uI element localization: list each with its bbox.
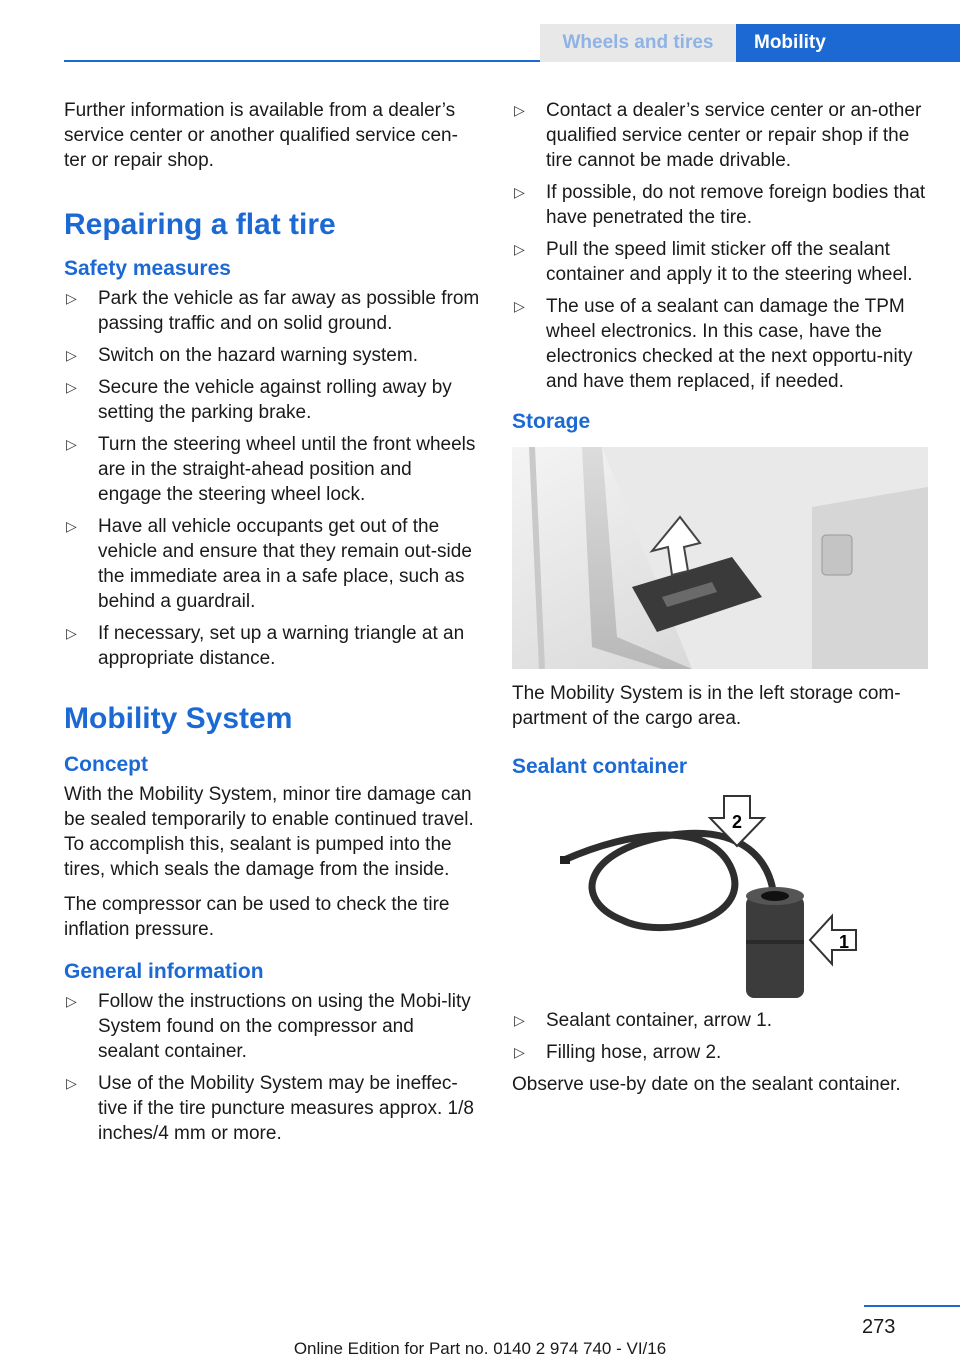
heading-repairing-flat-tire: Repairing a flat tire [64, 208, 336, 241]
general-list [64, 989, 480, 1146]
arrow-1-label: 1 [838, 932, 850, 952]
triangle-bullet-icon: ▷ [514, 1044, 525, 1060]
triangle-bullet-icon: ▷ [514, 298, 525, 314]
safety-list [64, 286, 480, 671]
list-item: ▷ Park the vehicle as far away as possible from passing traffic and on solid ground. [66, 288, 480, 334]
storage-paragraph: The Mobility System is in the left storage com-partment of the cargo area. [512, 683, 901, 729]
list-item: ▷ Filling hose, arrow 2. [514, 1042, 722, 1063]
precautions-list [512, 98, 928, 394]
sealant-container-figure [512, 790, 928, 998]
list-item: ▷ Turn the steering wheel until the front wheels are in the straight-ahead position and engage the steering wheel lock. [66, 434, 476, 505]
triangle-bullet-icon: ▷ [66, 1075, 77, 1091]
list-item: ▷ Contact a dealer’s service center or an-other qualified service center or repair shop if the tire cannot be made drivable. [514, 100, 922, 171]
heading-general-information: General information [64, 960, 264, 983]
right-column [512, 98, 928, 1107]
heading-storage: Storage [512, 410, 591, 433]
triangle-bullet-icon: ▷ [66, 993, 77, 1009]
triangle-bullet-icon: ▷ [66, 625, 77, 641]
triangle-bullet-icon: ▷ [66, 379, 77, 395]
compressor-paragraph: The compressor can be used to check the tire inflation pressure. [64, 894, 450, 940]
edition-footer: Online Edition for Part no. 0140 2 974 740 - VI/16 [293, 1339, 667, 1358]
triangle-bullet-icon: ▷ [514, 184, 525, 200]
footer-rule [864, 1305, 960, 1307]
heading-sealant-container: Sealant container [512, 755, 688, 778]
list-item: ▷ If necessary, set up a warning triangle at an appropriate distance. [66, 623, 465, 669]
header-section-tab: Wheels and tires [540, 24, 736, 62]
left-column [64, 98, 480, 1153]
triangle-bullet-icon: ▷ [66, 518, 77, 534]
list-item: ▷ The use of a sealant can damage the TPM wheel electronics. In this case, have the electronics checked at the next opportu-nity and have them replaced, if needed. [514, 296, 913, 392]
sealant-parts-list [512, 1008, 928, 1065]
concept-paragraph: With the Mobility System, minor tire damage can be sealed temporarily to enable continued travel. To accomplish this, sealant is pumped into the tires, which seals the damage from the inside. [64, 784, 474, 880]
triangle-bullet-icon: ▷ [514, 241, 525, 257]
heading-mobility-system: Mobility System [64, 702, 293, 735]
storage-compartment-figure [512, 447, 928, 669]
list-item: ▷ Pull the speed limit sticker off the sealant container and apply it to the steering wheel. [514, 239, 913, 285]
heading-safety-measures: Safety measures [64, 257, 231, 280]
triangle-bullet-icon: ▷ [66, 290, 77, 306]
heading-concept: Concept [64, 753, 148, 776]
use-by-note: Observe use-by date on the sealant container. [512, 1074, 901, 1095]
triangle-bullet-icon: ▷ [66, 347, 77, 363]
page-number: 273 [862, 1316, 896, 1338]
list-item: ▷ Switch on the hazard warning system. [66, 345, 418, 366]
list-item: ▷ Have all vehicle occupants get out of the vehicle and ensure that they remain out-side the immediate area in a safe place, such as behind a guardrail. [66, 516, 472, 612]
list-item: ▷ Follow the instructions on using the Mobi-lity System found on the compressor and sealant container. [66, 991, 471, 1062]
list-item: ▷ If possible, do not remove foreign bodies that have penetrated the tire. [514, 182, 926, 228]
list-item: ▷ Secure the vehicle against rolling away by setting the parking brake. [66, 377, 452, 423]
cargo-area-illustration [512, 447, 928, 669]
triangle-bullet-icon: ▷ [514, 1012, 525, 1028]
sealant-container-illustration [512, 790, 928, 998]
header-chapter-tab: Mobility [736, 24, 960, 62]
triangle-bullet-icon: ▷ [514, 102, 525, 118]
triangle-bullet-icon: ▷ [66, 436, 77, 452]
arrow-1-icon [810, 916, 856, 964]
arrow-2-label: 2 [731, 812, 743, 832]
list-item: ▷ Sealant container, arrow 1. [514, 1010, 773, 1031]
list-item: ▷ Use of the Mobility System may be ineffec-tive if the tire puncture measures approx. 1/8 inches/4 mm or more. [66, 1073, 474, 1144]
intro-paragraph: Further information is available from a dealer’s service center or another qualified service cen-ter or repair shop. [64, 100, 458, 171]
